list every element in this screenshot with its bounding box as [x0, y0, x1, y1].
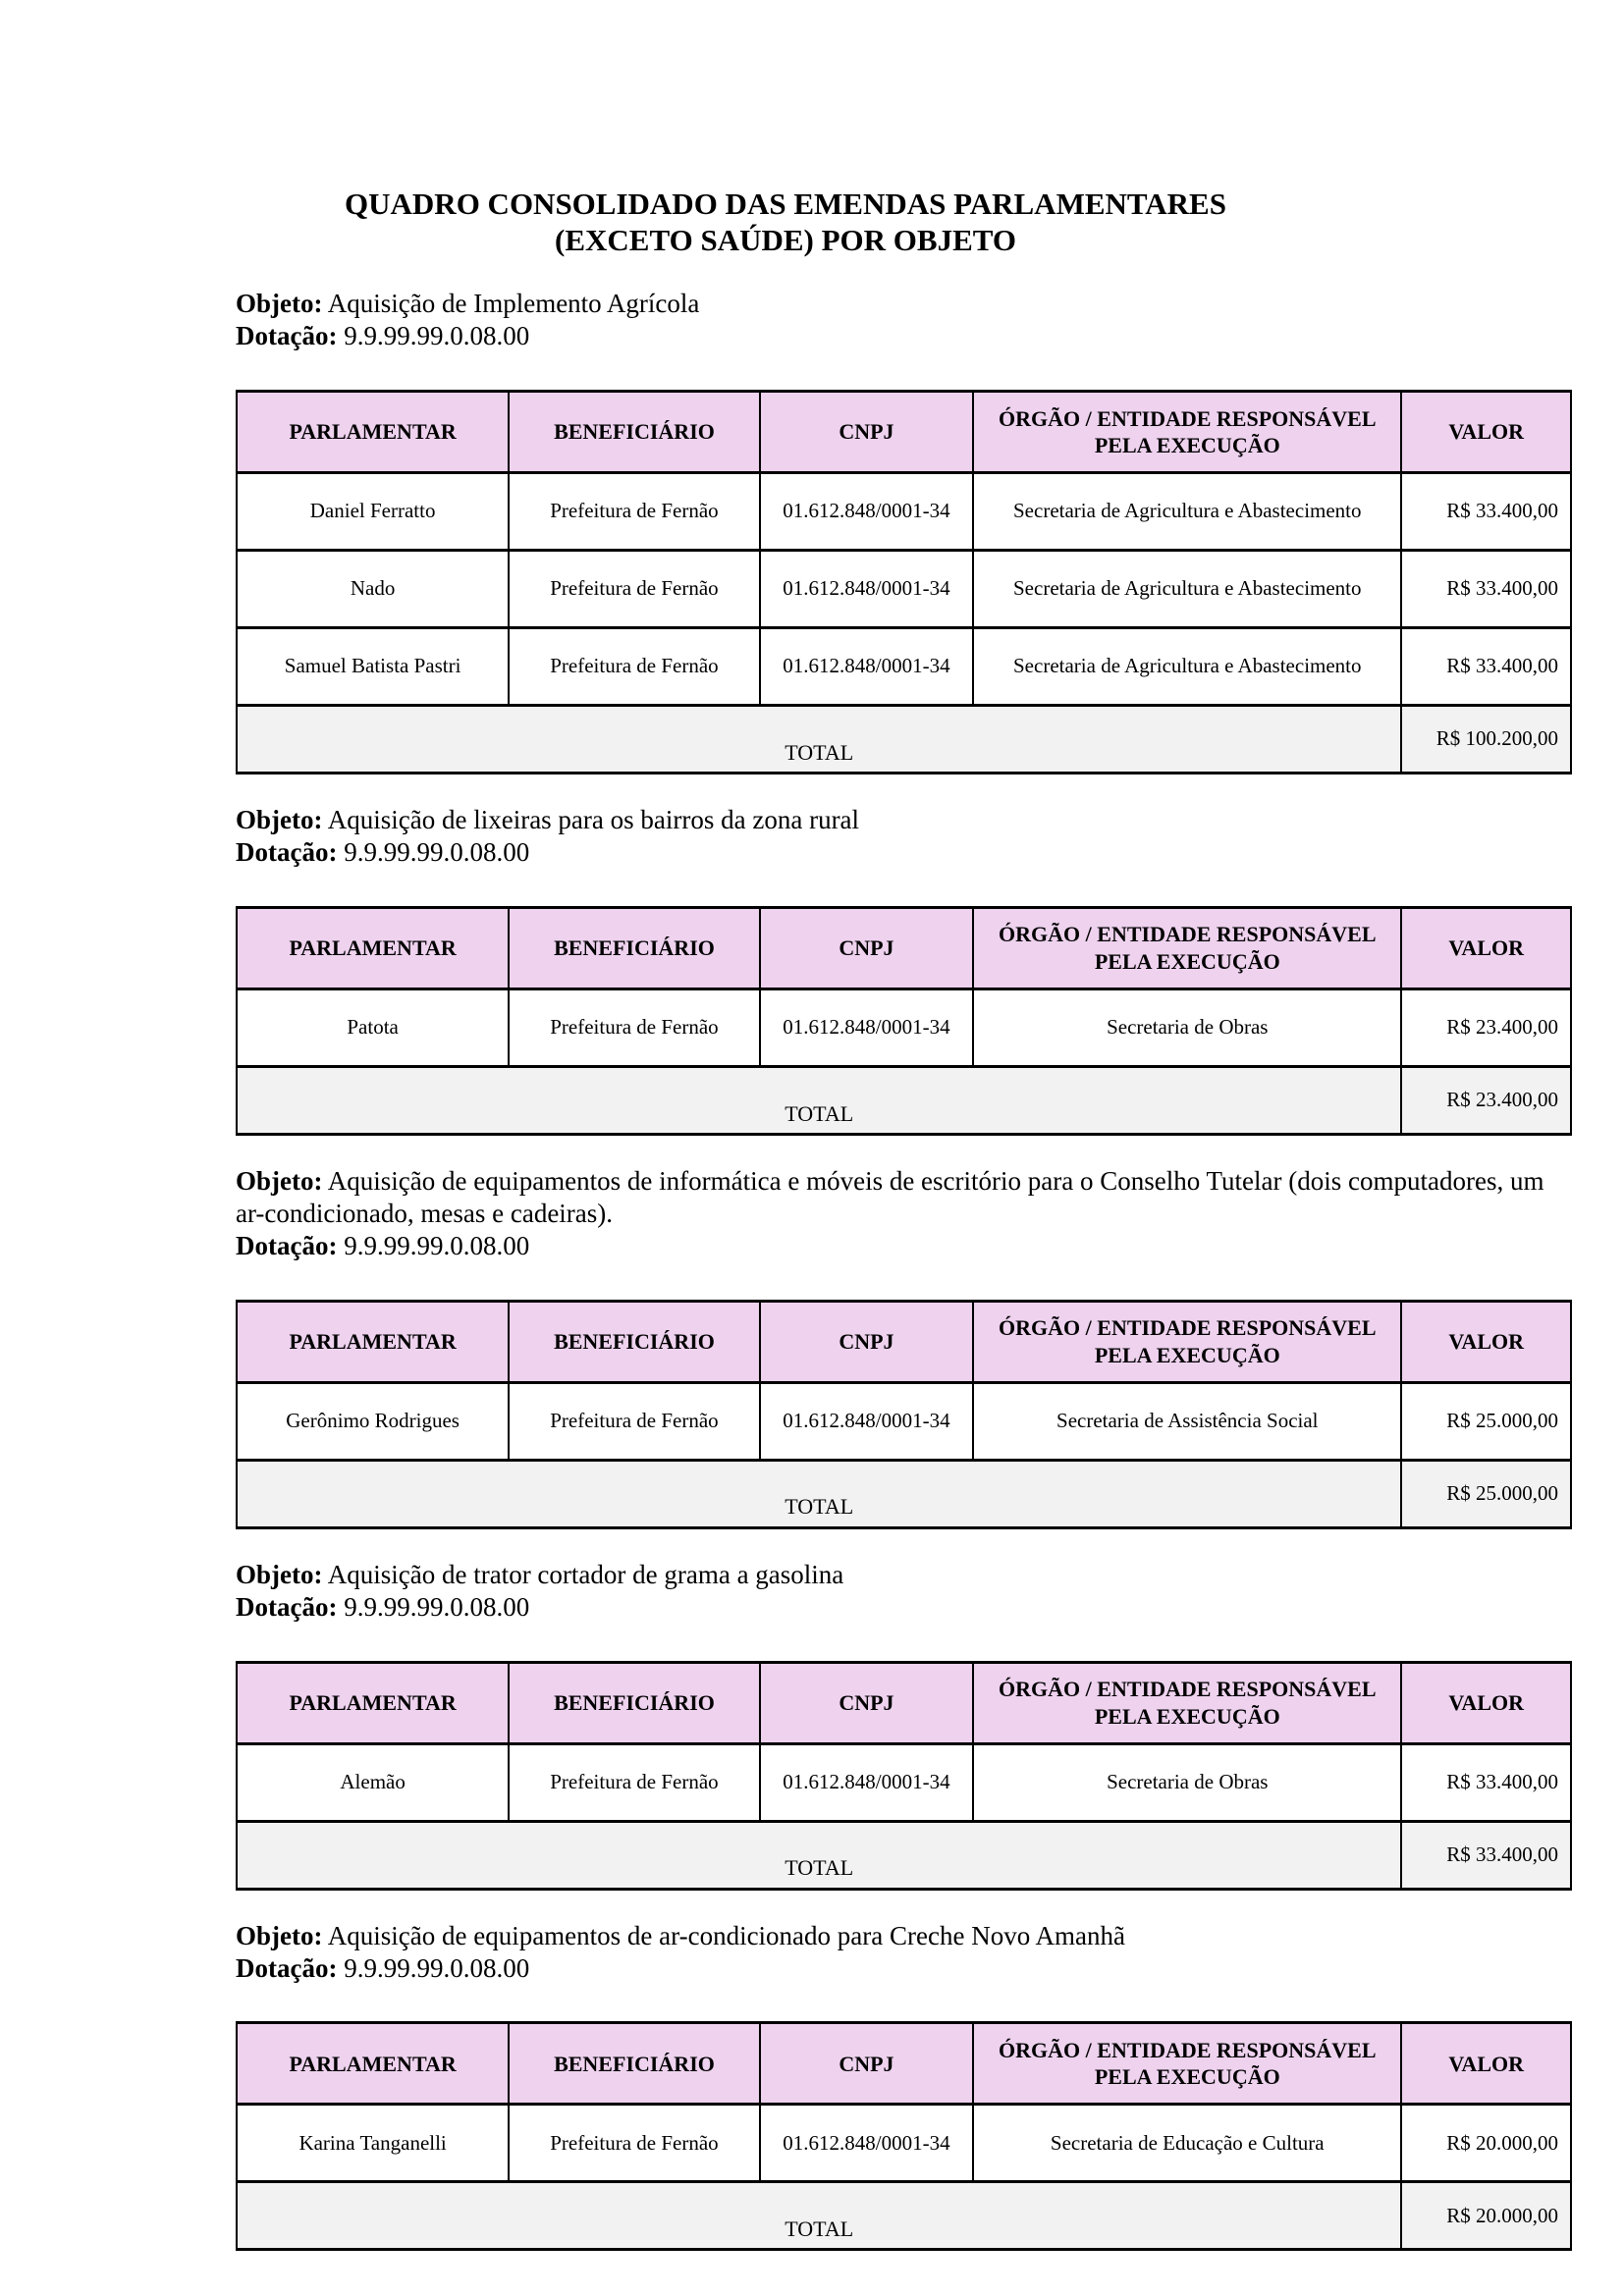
orgao-cell: Secretaria de Agricultura e Abastecimento: [973, 473, 1401, 551]
parlamentar-cell: Karina Tanganelli: [237, 2105, 509, 2182]
col-header-orgao: ÓRGÃO / ENTIDADE RESPONSÁVEL PELA EXECUÇÃO: [973, 907, 1401, 988]
objeto-label: Objeto:: [236, 1165, 323, 1196]
orgao-cell: Secretaria de Educação e Cultura: [973, 2105, 1401, 2182]
emendas-table: [236, 390, 1572, 774]
col-header-orgao: ÓRGÃO / ENTIDADE RESPONSÁVEL PELA EXECUÇÃO: [973, 2023, 1401, 2105]
valor-cell: R$ 23.400,00: [1401, 988, 1571, 1066]
parlamentar-cell: Alemão: [237, 1743, 509, 1821]
cnpj-cell: 01.612.848/0001-34: [760, 473, 973, 551]
dotacao-text: 9.9.99.99.0.08.00: [344, 1952, 530, 1983]
emendas-table: [236, 2021, 1572, 2251]
cnpj-cell: 01.612.848/0001-34: [760, 628, 973, 706]
table-row: [237, 1382, 1571, 1460]
valor-cell: R$ 20.000,00: [1401, 2105, 1571, 2182]
valor-cell: R$ 25.000,00: [1401, 1382, 1571, 1460]
beneficiario-cell: Prefeitura de Fernão: [509, 628, 759, 706]
total-valor-cell: R$ 25.000,00: [1401, 1460, 1571, 1527]
col-header-beneficiario: BENEFICIÁRIO: [509, 1301, 759, 1382]
col-header-orgao: ÓRGÃO / ENTIDADE RESPONSÁVEL PELA EXECUÇÃO: [973, 392, 1401, 473]
col-header-cnpj: CNPJ: [760, 1301, 973, 1382]
dotacao-text: 9.9.99.99.0.08.00: [344, 1591, 530, 1622]
parlamentar-cell: Patota: [237, 988, 509, 1066]
col-header-cnpj: CNPJ: [760, 1662, 973, 1743]
cnpj-cell: 01.612.848/0001-34: [760, 1382, 973, 1460]
total-label-cell: TOTAL: [237, 706, 1401, 774]
objeto-text: Aquisição de equipamentos de informática e móveis de escritório para o Conselho Tutelar (dois computadores, um ar-condicionado, mesas e cadeiras).: [236, 1165, 1544, 1228]
dotacao-text: 9.9.99.99.0.08.00: [344, 321, 530, 351]
cnpj-cell: 01.612.848/0001-34: [760, 1743, 973, 1821]
table-row: [237, 988, 1571, 1066]
col-header-orgao: ÓRGÃO / ENTIDADE RESPONSÁVEL PELA EXECUÇÃO: [973, 1301, 1401, 1382]
col-header-valor: VALOR: [1401, 907, 1571, 988]
total-label-cell: TOTAL: [237, 2182, 1401, 2250]
table-header-row: [237, 1301, 1571, 1382]
table-row: [237, 628, 1571, 706]
beneficiario-cell: Prefeitura de Fernão: [509, 1743, 759, 1821]
title-line-2: (EXCETO SAÚDE) POR OBJETO: [555, 222, 1016, 257]
parlamentar-cell: Samuel Batista Pastri: [237, 628, 509, 706]
table-row: [237, 551, 1571, 628]
col-header-parlamentar: PARLAMENTAR: [237, 1662, 509, 1743]
total-valor-cell: R$ 100.200,00: [1401, 706, 1571, 774]
objeto-text: Aquisição de trator cortador de grama a gasolina: [327, 1559, 844, 1589]
parlamentar-cell: Nado: [237, 551, 509, 628]
cnpj-cell: 01.612.848/0001-34: [760, 2105, 973, 2182]
col-header-beneficiario: BENEFICIÁRIO: [509, 907, 759, 988]
col-header-orgao: ÓRGÃO / ENTIDADE RESPONSÁVEL PELA EXECUÇÃO: [973, 1662, 1401, 1743]
dotacao-label: Dotação:: [236, 1591, 338, 1622]
total-row: [237, 1460, 1571, 1527]
table-row: [237, 473, 1571, 551]
orgao-cell: Secretaria de Agricultura e Abastecimento: [973, 628, 1401, 706]
total-label-cell: TOTAL: [237, 1460, 1401, 1527]
dotacao-text: 9.9.99.99.0.08.00: [344, 1230, 530, 1260]
dotacao-label: Dotação:: [236, 321, 338, 351]
dotacao-label: Dotação:: [236, 1230, 338, 1260]
section-objeto-line: [236, 1165, 1572, 1262]
valor-cell: R$ 33.400,00: [1401, 551, 1571, 628]
beneficiario-cell: Prefeitura de Fernão: [509, 551, 759, 628]
col-header-cnpj: CNPJ: [760, 907, 973, 988]
section-objeto-line: [236, 1920, 1572, 1985]
table-row: [237, 1743, 1571, 1821]
orgao-cell: Secretaria de Obras: [973, 988, 1401, 1066]
page-title: [236, 187, 1335, 258]
valor-cell: R$ 33.400,00: [1401, 628, 1571, 706]
beneficiario-cell: Prefeitura de Fernão: [509, 1382, 759, 1460]
objeto-label: Objeto:: [236, 1920, 323, 1950]
section-implemento-agricola: [236, 288, 1575, 774]
beneficiario-cell: Prefeitura de Fernão: [509, 2105, 759, 2182]
parlamentar-cell: Gerônimo Rodrigues: [237, 1382, 509, 1460]
col-header-valor: VALOR: [1401, 392, 1571, 473]
objeto-label: Objeto:: [236, 289, 323, 319]
total-valor-cell: R$ 33.400,00: [1401, 1821, 1571, 1889]
objeto-text: Aquisição de lixeiras para os bairros da zona rural: [327, 805, 860, 835]
total-row: [237, 1821, 1571, 1889]
section-objeto-line: [236, 288, 1572, 352]
dotacao-text: 9.9.99.99.0.08.00: [344, 836, 530, 867]
total-row: [237, 2182, 1571, 2250]
dotacao-label: Dotação:: [236, 836, 338, 867]
dotacao-label: Dotação:: [236, 1952, 338, 1983]
total-row: [237, 706, 1571, 774]
table-header-row: [237, 907, 1571, 988]
valor-cell: R$ 33.400,00: [1401, 1743, 1571, 1821]
total-valor-cell: R$ 20.000,00: [1401, 2182, 1571, 2250]
section-informatica-conselho-tutelar: [236, 1165, 1575, 1529]
section-lixeiras-zona-rural: [236, 804, 1575, 1136]
col-header-beneficiario: BENEFICIÁRIO: [509, 1662, 759, 1743]
section-objeto-line: [236, 1559, 1572, 1624]
col-header-parlamentar: PARLAMENTAR: [237, 392, 509, 473]
section-ar-condicionado-creche: [236, 1920, 1575, 2252]
section-objeto-line: [236, 804, 1572, 869]
orgao-cell: Secretaria de Assistência Social: [973, 1382, 1401, 1460]
title-line-1: QUADRO CONSOLIDADO DAS EMENDAS PARLAMENTARES: [345, 187, 1226, 221]
parlamentar-cell: Daniel Ferratto: [237, 473, 509, 551]
beneficiario-cell: Prefeitura de Fernão: [509, 473, 759, 551]
objeto-label: Objeto:: [236, 805, 323, 835]
emendas-table: [236, 906, 1572, 1136]
col-header-valor: VALOR: [1401, 1662, 1571, 1743]
total-label-cell: TOTAL: [237, 1821, 1401, 1889]
beneficiario-cell: Prefeitura de Fernão: [509, 988, 759, 1066]
total-valor-cell: R$ 23.400,00: [1401, 1066, 1571, 1134]
valor-cell: R$ 33.400,00: [1401, 473, 1571, 551]
col-header-cnpj: CNPJ: [760, 2023, 973, 2105]
total-row: [237, 1066, 1571, 1134]
orgao-cell: Secretaria de Agricultura e Abastecimento: [973, 551, 1401, 628]
objeto-label: Objeto:: [236, 1559, 323, 1589]
col-header-valor: VALOR: [1401, 2023, 1571, 2105]
objeto-text: Aquisição de equipamentos de ar-condicionado para Creche Novo Amanhã: [327, 1920, 1125, 1950]
table-row: [237, 2105, 1571, 2182]
orgao-cell: Secretaria de Obras: [973, 1743, 1401, 1821]
emendas-table: [236, 1300, 1572, 1529]
cnpj-cell: 01.612.848/0001-34: [760, 988, 973, 1066]
col-header-beneficiario: BENEFICIÁRIO: [509, 2023, 759, 2105]
table-header-row: [237, 1662, 1571, 1743]
table-header-row: [237, 392, 1571, 473]
col-header-parlamentar: PARLAMENTAR: [237, 2023, 509, 2105]
section-trator-cortador-grama: [236, 1559, 1575, 1891]
emendas-table: [236, 1661, 1572, 1891]
col-header-parlamentar: PARLAMENTAR: [237, 907, 509, 988]
objeto-text: Aquisição de Implemento Agrícola: [327, 289, 700, 319]
total-label-cell: TOTAL: [237, 1066, 1401, 1134]
col-header-beneficiario: BENEFICIÁRIO: [509, 392, 759, 473]
col-header-parlamentar: PARLAMENTAR: [237, 1301, 509, 1382]
cnpj-cell: 01.612.848/0001-34: [760, 551, 973, 628]
col-header-valor: VALOR: [1401, 1301, 1571, 1382]
col-header-cnpj: CNPJ: [760, 392, 973, 473]
table-header-row: [237, 2023, 1571, 2105]
